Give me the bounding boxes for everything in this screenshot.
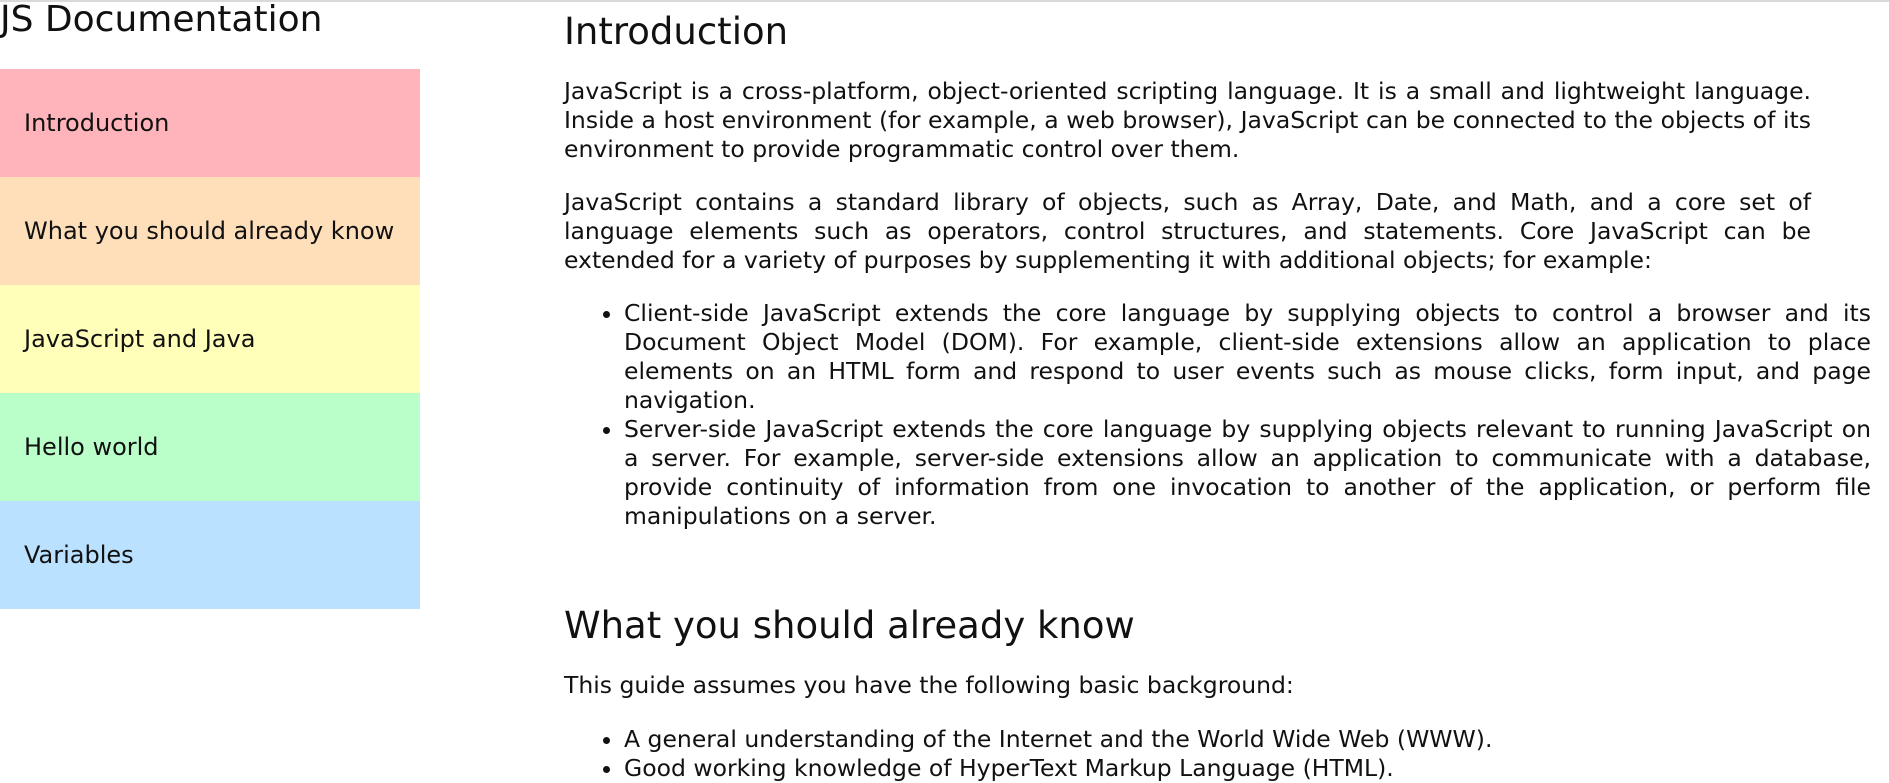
nav-list-item [0,393,420,501]
know-bullet-list [564,725,1871,783]
intro-paragraph-1: JavaScript is a cross-platform, object-oriented scripting language. It is a small and lightweight language. Inside a host environment (for example, a web browser), JavaScript can be connected to the objects of its environment to provide programmatic control over them. [564,77,1811,163]
nav-list-item [0,285,420,393]
intro-paragraph-2: JavaScript contains a standard library of objects, such as Array, Date, and Math, and a core set of language elements such as operators, control structures, and statements. Core JavaScript can be extended for a variety of purposes by supplementing it with additional objects; for example: [564,188,1811,274]
list-item: • Server-side JavaScript extends the core language by supplying objects relevant to running JavaScript on a server. For example, server-side extensions allow an application to communicate with a database, provide continuity of information from one invocation to another of the application, or perform file manipulations on a server. [624,415,1871,531]
list-item: • Good working knowledge of HyperText Markup Language (HTML). [624,754,1871,783]
nav-list [0,69,420,609]
nav-link-javascript-and-java[interactable]: JavaScript and Java [0,285,420,393]
nav-link-introduction[interactable]: Introduction [0,69,420,177]
know-paragraph-1: This guide assumes you have the following basic background: [564,671,1294,699]
sidebar-nav [0,0,420,760]
nav-list-item [0,69,420,177]
sidebar-title: JS Documentation [0,0,323,40]
list-item: • Client-side JavaScript extends the core language by supplying objects to control a browser and its Document Object Model (DOM). For example, client-side extensions allow an application to place elements on an HTML form and respond to user events such as mouse clicks, form input, and page navigation. [624,299,1871,415]
list-item: • A general understanding of the Internet and the World Wide Web (WWW). [624,725,1871,754]
section-title-what-you-should-already-know: What you should already know [564,604,1135,647]
nav-list-item [0,177,420,285]
nav-list-item [0,501,420,609]
intro-bullet-list [564,299,1871,531]
section-title-introduction: Introduction [564,10,789,53]
nav-link-hello-world[interactable]: Hello world [0,393,420,501]
nav-link-what-you-should-already-know[interactable]: What you should already know [0,177,420,285]
nav-link-variables[interactable]: Variables [0,501,420,609]
